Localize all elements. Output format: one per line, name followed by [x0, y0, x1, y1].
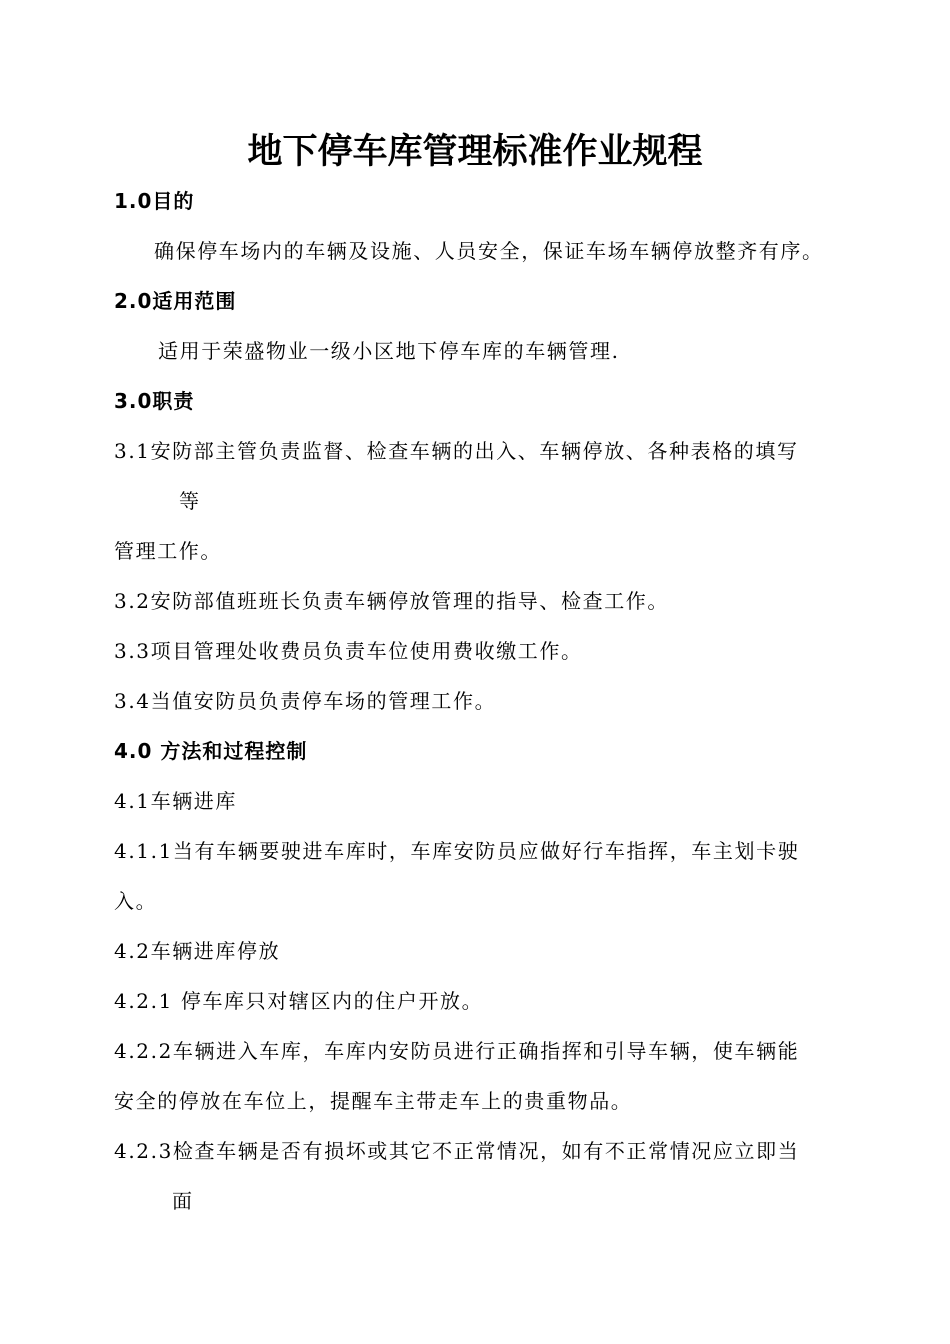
clause-4-1: 4.1车辆进库 — [114, 789, 238, 813]
clause-4-1-1-continuation: 入。 — [114, 889, 158, 913]
clause-4-2-2: 4.2.2车辆进入车库，车库内安防员进行正确指挥和引导车辆，使车辆能 — [114, 1039, 800, 1063]
section-heading-duties: 3.0职责 — [114, 389, 195, 413]
clause-4-2-3: 4.2.3检查车辆是否有损坏或其它不正常情况，如有不正常情况应立即当 — [114, 1139, 800, 1163]
clause-4-2-1: 4.2.1 停车库只对辖区内的住户开放。 — [114, 989, 484, 1013]
clause-4-1-1: 4.1.1当有车辆要驶进车库时，车库安防员应做好行车指挥，车主划卡驶 — [114, 839, 800, 863]
clause-3-4: 3.4当值安防员负责停车场的管理工作。 — [114, 689, 497, 713]
clause-3-3: 3.3项目管理处收费员负责车位使用费收缴工作。 — [114, 639, 583, 663]
clause-3-1: 3.1安防部主管负责监督、检查车辆的出入、车辆停放、各种表格的填写 — [114, 439, 799, 463]
page-title: 地下停车库管理标准作业规程 — [247, 132, 703, 172]
section-heading-method: 4.0 方法和过程控制 — [114, 739, 308, 763]
clause-4-2-2-continuation: 安全的停放在车位上，提醒车主带走车上的贵重物品。 — [114, 1089, 633, 1113]
clause-3-1-wrap: 等 — [179, 489, 201, 513]
section-heading-purpose: 1.0目的 — [114, 189, 195, 213]
paragraph-scope: 适用于荣盛物业一级小区地下停车库的车辆管理. — [158, 339, 620, 363]
paragraph-purpose: 确保停车场内的车辆及设施、人员安全，保证车场车辆停放整齐有序。 — [154, 239, 824, 263]
clause-4-2-3-wrap: 面 — [172, 1189, 194, 1213]
clause-3-2: 3.2安防部值班班长负责车辆停放管理的指导、检查工作。 — [114, 589, 670, 613]
clause-4-2: 4.2车辆进库停放 — [114, 939, 281, 963]
clause-3-1-continuation: 管理工作。 — [114, 539, 222, 563]
section-heading-scope: 2.0适用范围 — [114, 289, 237, 313]
